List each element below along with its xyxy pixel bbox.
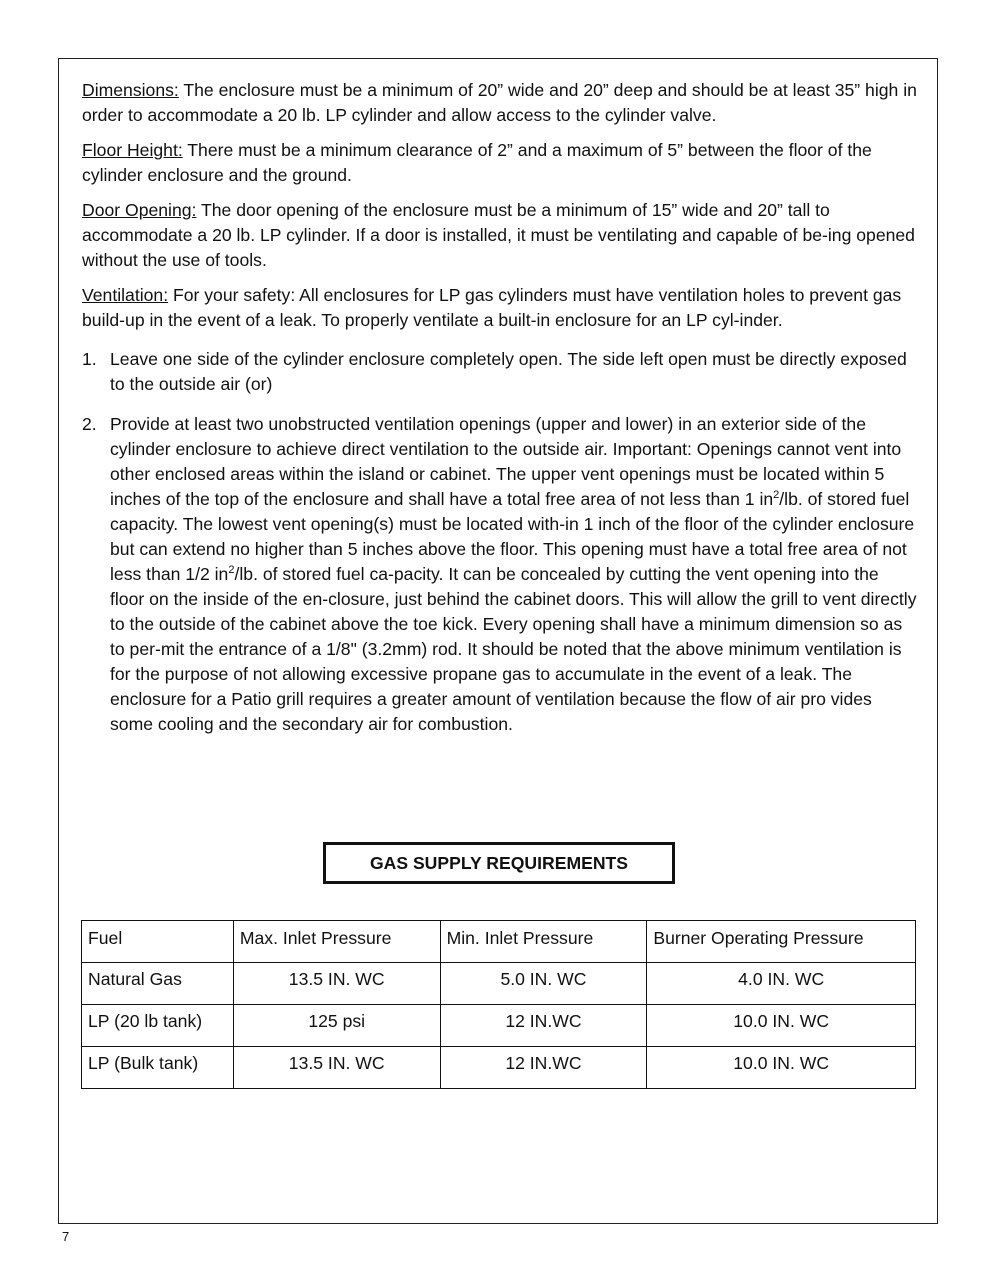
page-number: 7	[62, 1229, 70, 1244]
table-cell: LP (20 lb tank)	[82, 1005, 234, 1047]
door-opening-paragraph	[82, 198, 917, 273]
table-header-row	[82, 921, 916, 963]
table-cell: 10.0 IN. WC	[647, 1047, 916, 1089]
list-item-1	[82, 347, 917, 397]
table-row	[82, 1005, 916, 1047]
list-item-2	[82, 412, 917, 737]
table-cell: 13.5 IN. WC	[233, 963, 440, 1005]
table-cell: 12 IN.WC	[440, 1005, 647, 1047]
header-max-inlet: Max. Inlet Pressure	[233, 921, 440, 963]
header-min-inlet: Min. Inlet Pressure	[440, 921, 647, 963]
body-content	[82, 78, 917, 752]
ventilation-text: For your safety: All enclosures for LP gas cylinders must have ventilation holes to prevent gas build-up in the event of a leak. To properly ventilate a built-in enclosure for an LP cyl-inder.	[82, 285, 902, 330]
table-cell: 10.0 IN. WC	[647, 1005, 916, 1047]
gas-supply-table	[81, 920, 916, 1089]
dimensions-text: The enclosure must be a minimum of 20” wide and 20” deep and should be at least 35” high in order to accommodate a 20 lb. LP cylinder and allow access to the cylinder valve.	[82, 80, 917, 125]
superscript-2: 2	[228, 564, 235, 577]
list-text-2c: /lb. of stored fuel ca-pacity. It can be concealed by cutting the vent opening into the floor on the inside of the en-closure, just behind the cabinet doors. This will allow the grill to vent directly to the outside of the cabinet above the toe kick. Every opening shall have a minimum dimension so as to per-mit the entrance of a 1/8" (3.2mm) rod. It should be noted that the above minimum ventilation is for the purpose of not allowing excessive propane gas to accumulate in the event of a leak. The enclosure for a Patio grill requires a greater amount of ventilation because the flow of air pro vides some cooling and the secondary air for combustion.	[110, 564, 917, 734]
ventilation-label: Ventilation:	[82, 285, 169, 305]
list-text-2b: /lb. of stored fuel capacity. The lowest vent opening(s) must be located with-in 1 inch of the floor of the cylinder enclosure but can extend no higher than 5 inches above the floor. This opening must have a total free area of not less than 1/2 in	[110, 489, 915, 584]
door-opening-label: Door Opening:	[82, 200, 197, 220]
dimensions-label: Dimensions:	[82, 80, 179, 100]
table-cell: 5.0 IN. WC	[440, 963, 647, 1005]
floor-height-label: Floor Height:	[82, 140, 183, 160]
table-row	[82, 963, 916, 1005]
header-burner-operating: Burner Operating Pressure	[647, 921, 916, 963]
superscript-1: 2	[773, 489, 780, 502]
table-cell: 12 IN.WC	[440, 1047, 647, 1089]
table-cell: LP (Bulk tank)	[82, 1047, 234, 1089]
table-row	[82, 1047, 916, 1089]
table-cell: 4.0 IN. WC	[647, 963, 916, 1005]
list-text-1: Leave one side of the cylinder enclosure completely open. The side left open must be directly exposed to the outside air (or)	[110, 349, 907, 394]
list-number-1: 1.	[82, 349, 97, 369]
gas-supply-heading: GAS SUPPLY REQUIREMENTS	[323, 842, 675, 884]
door-opening-text: The door opening of the enclosure must be a minimum of 15” wide and 20” tall to accommodate a 20 lb. LP cylinder. If a door is installed, it must be ventilating and capable of be-ing opened without the use of tools.	[82, 200, 915, 270]
list-text-2a: Provide at least two unobstructed ventilation openings (upper and lower) in an exterior side of the cylinder enclosure to achieve direct ventilation to the outside air. Important: Openings cannot vent into other enclosed areas within the island or cabinet. The upper vent openings must be located within 5 inches of the top of the enclosure and shall have a total free area of not less than 1 in	[110, 414, 902, 509]
floor-height-text: There must be a minimum clearance of 2” and a maximum of 5” between the floor of the cylinder enclosure and the ground.	[82, 140, 872, 185]
list-number-2: 2.	[82, 414, 97, 434]
table-cell: 13.5 IN. WC	[233, 1047, 440, 1089]
header-fuel: Fuel	[82, 921, 234, 963]
table-cell: Natural Gas	[82, 963, 234, 1005]
table-cell: 125 psi	[233, 1005, 440, 1047]
ventilation-list	[82, 347, 917, 737]
dimensions-paragraph	[82, 78, 917, 128]
floor-height-paragraph	[82, 138, 917, 188]
ventilation-paragraph	[82, 283, 917, 333]
